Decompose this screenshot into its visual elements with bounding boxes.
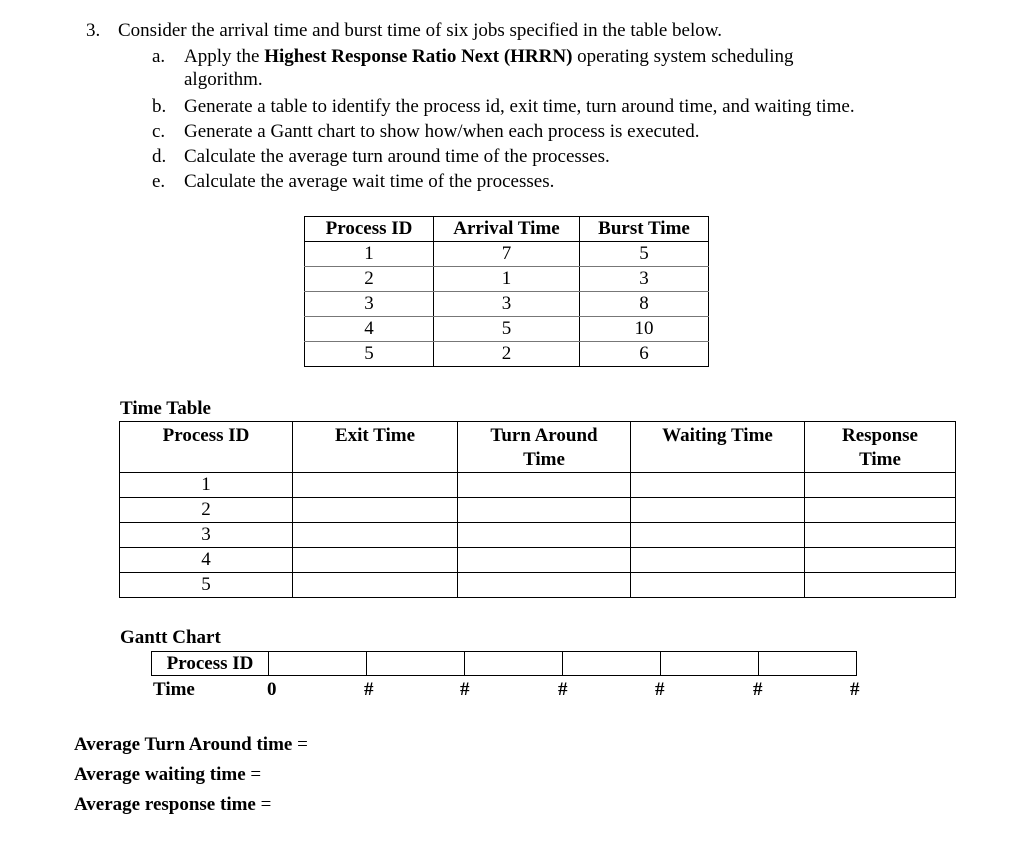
part-a-bold: Highest Response Ratio Next (HRRN) [264,46,573,67]
tt-process-id-cell: 1 [120,473,293,498]
tt-empty-cell[interactable] [293,548,458,573]
gantt-slot[interactable] [563,652,661,676]
jobs-cell: 3 [580,267,709,292]
tt-empty-cell[interactable] [458,523,631,548]
tt-empty-cell[interactable] [631,573,805,598]
gantt-slot[interactable] [661,652,759,676]
jobs-cell: 2 [305,267,434,292]
tt-empty-cell[interactable] [805,573,956,598]
time-table [119,421,956,598]
jobs-cell: 1 [305,242,434,267]
jobs-cell: 6 [580,342,709,367]
part-b-text: Generate a table to identify the process id, exit time, turn around time, and waiting time. [184,96,855,117]
tt-empty-cell[interactable] [805,498,956,523]
jobs-cell: 7 [434,242,580,267]
question-intro: Consider the arrival time and burst time of six jobs specified in the table below. [118,20,722,41]
tt-empty-cell[interactable] [458,548,631,573]
jobs-cell: 4 [305,317,434,342]
tt-process-id-cell: 2 [120,498,293,523]
gantt-tick: 0 [267,679,277,700]
gantt-tick: # [460,679,470,700]
gantt-tick: # [655,679,665,700]
jobs-cell: 8 [580,292,709,317]
tt-process-id-cell: 3 [120,523,293,548]
time-table-label: Time Table [120,398,211,419]
part-a-pre: Apply the [184,46,265,67]
jobs-cell: 3 [305,292,434,317]
tt-header-waiting-time: Waiting Time [631,422,805,473]
part-e-label: e. [152,171,166,192]
gantt-slot[interactable] [759,652,857,676]
table-row [305,342,709,367]
part-a-line2: algorithm. [184,69,263,90]
tt-empty-cell[interactable] [293,523,458,548]
average-turnaround: Average Turn Around time = [74,734,308,755]
part-c-label: c. [152,121,166,142]
tt-empty-cell[interactable] [805,473,956,498]
tt-header-process-id: Process ID [120,422,293,473]
gantt-chart-label: Gantt Chart [120,627,221,648]
table-row [305,267,709,292]
tt-empty-cell[interactable] [631,548,805,573]
jobs-cell: 5 [305,342,434,367]
tt-empty-cell[interactable] [458,473,631,498]
average-waiting: Average waiting time = [74,764,262,785]
jobs-header-arrival-time: Arrival Time [434,217,580,242]
table-row [305,292,709,317]
gantt-chart [151,651,857,676]
tt-process-id-cell: 4 [120,548,293,573]
part-a-post: operating system scheduling [572,46,794,67]
tt-empty-cell[interactable] [458,573,631,598]
jobs-cell: 10 [580,317,709,342]
gantt-slot[interactable] [269,652,367,676]
table-row [120,573,956,598]
part-b-label: b. [152,96,167,117]
table-row [305,242,709,267]
tt-empty-cell[interactable] [805,548,956,573]
table-row [120,523,956,548]
part-e-text: Calculate the average wait time of the processes. [184,171,555,192]
jobs-cell: 2 [434,342,580,367]
tt-empty-cell[interactable] [458,498,631,523]
table-row [305,317,709,342]
jobs-cell: 1 [434,267,580,292]
table-row [120,548,956,573]
gantt-slot[interactable] [367,652,465,676]
part-d-label: d. [152,146,167,167]
tt-empty-cell[interactable] [631,498,805,523]
tt-empty-cell[interactable] [631,473,805,498]
part-d-text: Calculate the average turn around time of the processes. [184,146,610,167]
gantt-slot[interactable] [465,652,563,676]
gantt-tick: # [558,679,568,700]
average-response: Average response time = [74,794,272,815]
part-c-text: Generate a Gantt chart to show how/when each process is executed. [184,121,700,142]
question-number: 3. [86,20,101,41]
gantt-tick: # [364,679,374,700]
tt-empty-cell[interactable] [293,473,458,498]
table-row [120,473,956,498]
tt-empty-cell[interactable] [293,573,458,598]
tt-header-exit-time: Exit Time [293,422,458,473]
jobs-cell: 5 [580,242,709,267]
part-a-label: a. [152,46,166,67]
jobs-table [304,216,709,367]
tt-header-turn-around-time: Turn Around Time [458,422,631,473]
tt-header-response-time: Response Time [805,422,956,473]
tt-empty-cell[interactable] [631,523,805,548]
tt-process-id-cell: 5 [120,573,293,598]
jobs-header-burst-time: Burst Time [580,217,709,242]
table-row [120,498,956,523]
gantt-tick: # [753,679,763,700]
jobs-cell: 3 [434,292,580,317]
tt-empty-cell[interactable] [293,498,458,523]
jobs-cell: 5 [434,317,580,342]
gantt-time-label: Time [153,679,195,700]
gantt-tick: # [850,679,860,700]
tt-empty-cell[interactable] [805,523,956,548]
jobs-header-process-id: Process ID [305,217,434,242]
gantt-row-header: Process ID [152,652,269,676]
